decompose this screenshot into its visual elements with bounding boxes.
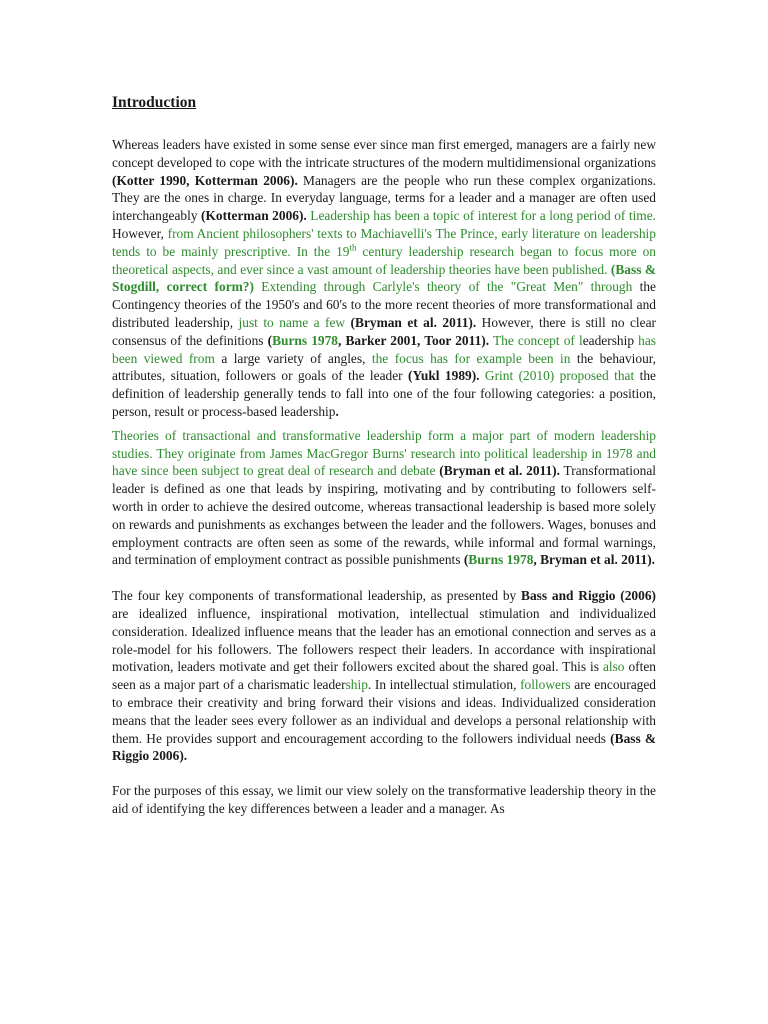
highlighted-text: Extending through Carlyle's theory of the "Great Men" through — [253, 279, 633, 295]
text: are idealized influence, inspirational motivation, intellectual stimulation and individualized consideration. Idealized influence means that the leader has an emotional connection and serves as a role-model for his followers. The followers respect their leaders. In accordance with inspirational motivation, leaders motivate and get their followers excited about the shared goal. This is — [112, 605, 656, 675]
text: the behaviour, attributes, situation, followers or goals of the leader — [112, 350, 657, 384]
citation: Bass and Riggio (2006) — [521, 588, 656, 604]
citation: (Kotter 1990, Kotterman 2006). — [112, 172, 298, 188]
text: Whereas leaders have existed in some sense ever since man first emerged, managers are a fairly new concept developed to cope with the intricate structures of the modern multidimensional organizations — [112, 137, 656, 170]
citation: ( — [463, 552, 469, 568]
text: The four key components of transformational leadership, as presented by — [112, 588, 522, 604]
text: the definition of leadership generally tends to fall into one of the four following categories: a position, person, result or process-based leadership — [112, 368, 656, 419]
highlighted-text: just to name a few — [238, 314, 346, 330]
page-title: Introduction — [112, 94, 197, 111]
text: often seen as a major part of a charismatic leader — [112, 659, 656, 693]
text: Managers are the people who run these complex organizations. They are the ones in charge. In everyday language, terms for a leader and a manager are often used interchangeably — [112, 172, 656, 224]
text: Transformational leader is defined as one that leads by inspiring, motivating and by contributing to followers self-worth in order to achieve the desired outcome, whereas transactional leadership is based more solely on rewards and punishments as exchanges between the leader and the followers. Wages, bonuses and employment contracts are often seen as some of the rewards, while informal and formal warnings, and termination of employment contract as possible punishments — [112, 463, 657, 568]
text: a large variety of angles, — [214, 350, 372, 366]
text-end: . — [335, 403, 339, 419]
text: For the purposes of this essay, we limit our view solely on the transformative leadership theory in the aid of identifying the key differences between a leader and a manager. As — [112, 783, 656, 816]
paragraph-essay-purpose — [112, 782, 656, 818]
highlighted-text: ship — [345, 677, 368, 693]
text: eadership — [582, 332, 639, 348]
highlighted-text: century leadership research began to focus more on theoretical aspects, and ever since a vast amount of leadership theories have been published. — [112, 243, 657, 277]
highlighted-text: Theories of transactional and transformative leadership form a major part of modern leadership studies. They originate from James MacGregor Burns' research into political leadership in 1978 and have since been subject to great deal of research and debate — [112, 427, 656, 479]
text: . In intellectual stimulation, — [367, 677, 521, 693]
citation: (Bass & Riggio 2006). — [112, 730, 657, 764]
superscript: th — [349, 242, 357, 253]
citation: , Barker 2001, Toor 2011). — [338, 332, 490, 348]
citation: (Bryman et al. 2011). — [345, 314, 477, 330]
text: However, there is still no clear consensus of the definitions — [112, 314, 656, 348]
highlighted-text: The concept of l — [489, 332, 583, 348]
highlighted-text: also — [602, 659, 625, 675]
citation: (Bryman et al. 2011). — [435, 463, 560, 479]
paragraph-key-components — [112, 587, 656, 765]
highlighted-text: Grint (2010) proposed that — [479, 368, 635, 384]
document-page — [112, 92, 656, 818]
paragraph-transactional-transformative — [112, 427, 656, 569]
citation-highlighted: Burns 1978 — [272, 332, 338, 348]
highlighted-text: Leadership has been a topic of interest for a long period of time. — [306, 208, 657, 224]
citation: ( — [267, 332, 273, 348]
highlighted-text: has been viewed from — [112, 332, 657, 366]
citation: (Kotterman 2006). — [201, 208, 307, 224]
text: the Contingency theories of the 1950's and 60's to the more recent theories of more transformational and distributed leadership, — [112, 279, 656, 330]
citation: , Bryman et al. 2011). — [533, 552, 656, 568]
text: However, — [112, 225, 168, 241]
citation-highlighted: Burns 1978 — [468, 552, 534, 568]
text: are encouraged to embrace their creativity and bring forward their visions and ideas. Individualized consideration means that the leader sees every follower as an individual and develops a personal relationship with them. He provides support and encouragement according to the followers individual needs — [112, 677, 656, 746]
highlighted-text: the focus has for example been in — [371, 350, 577, 366]
citation: (Yukl 1989). — [408, 368, 480, 384]
highlighted-text: from Ancient philosophers' texts to Machiavelli's The Prince, early literature on leadership tends to be mainly prescriptive. In the 19 — [112, 225, 656, 259]
citation-highlighted: (Bass & Stogdill, correct form?) — [112, 261, 656, 295]
paragraph-introduction — [112, 136, 656, 421]
highlighted-text: followers — [520, 677, 571, 693]
